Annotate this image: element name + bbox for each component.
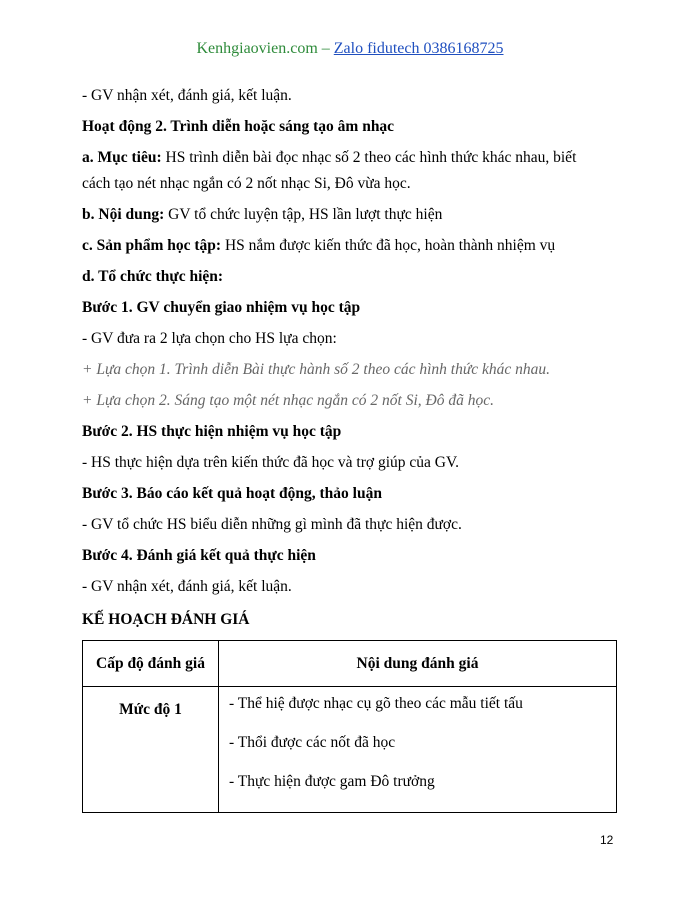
step-1-title: Bước 1. GV chuyển giao nhiệm vụ học tập — [82, 299, 361, 316]
step-3-text: - GV tổ chức HS biểu diễn những gì mình đã thực hiện được. — [82, 516, 462, 533]
product-text: HS nắm được kiến thức đã học, hoàn thành nhiệm vụ — [221, 237, 556, 254]
objective-line — [82, 148, 576, 168]
header-site-link[interactable]: Kenhgiaovien.com — [196, 40, 318, 57]
content-label: b. Nội dung: — [82, 206, 165, 223]
content-line — [82, 205, 442, 225]
step-2-text: - HS thực hiện dựa trên kiến thức đã học và trợ giúp của GV. — [82, 454, 460, 471]
activity-title: Hoạt động 2. Trình diễn hoặc sáng tạo âm nhạc — [82, 118, 395, 135]
table-cell-level: Mức độ 1 — [83, 687, 219, 813]
product-line — [82, 236, 555, 256]
header-zalo-link[interactable]: Zalo fidutech 0386168725 — [333, 40, 504, 57]
evaluation-table — [82, 640, 617, 813]
objective-text: HS trình diễn bài đọc nhạc số 2 theo các hình thức khác nhau, biết — [161, 149, 577, 166]
table-header-content: Nội dung đánh giá — [219, 641, 617, 687]
content-text: GV tổ chức luyện tập, HS lần lượt thực hiện — [164, 206, 443, 223]
objective-label: a. Mục tiêu: — [82, 149, 162, 166]
objective-line-2: cách tạo nét nhạc ngắn có 2 nốt nhạc Si, Đô vừa học. — [82, 175, 411, 192]
step-3-title: Bước 3. Báo cáo kết quả hoạt động, thảo luận — [82, 485, 382, 502]
content-item: - Thực hiện được gam Đô trưởng — [229, 773, 435, 790]
choice-1: + Lựa chọn 1. Trình diễn Bài thực hành số 2 theo các hình thức khác nhau. — [82, 361, 551, 378]
table-cell-content — [219, 687, 617, 813]
step-2-title: Bước 2. HS thực hiện nhiệm vụ học tập — [82, 423, 342, 440]
page-header — [0, 40, 700, 58]
table-header-row — [83, 641, 617, 687]
content-item: - Thể hiệ được nhạc cụ gõ theo các mẫu tiết tấu — [229, 695, 523, 712]
page-number: 12 — [600, 833, 614, 847]
evaluation-plan-title: KẾ HOẠCH ĐÁNH GIÁ — [82, 611, 250, 628]
organization-label: d. Tổ chức thực hiện: — [82, 268, 224, 285]
step-4-text: - GV nhận xét, đánh giá, kết luận. — [82, 578, 292, 595]
conclusion-line-1: - GV nhận xét, đánh giá, kết luận. — [82, 87, 292, 104]
choice-2: + Lựa chọn 2. Sáng tạo một nét nhạc ngắn có 2 nốt Si, Đô đã học. — [82, 392, 494, 409]
header-separator: – — [317, 40, 334, 57]
step-1-text: - GV đưa ra 2 lựa chọn cho HS lựa chọn: — [82, 330, 337, 347]
table-row — [83, 687, 617, 813]
table-header-level: Cấp độ đánh giá — [83, 641, 219, 687]
content-item: - Thổi được các nốt đã học — [229, 734, 396, 751]
product-label: c. Sản phẩm học tập: — [82, 237, 222, 254]
step-4-title: Bước 4. Đánh giá kết quả thực hiện — [82, 547, 316, 564]
